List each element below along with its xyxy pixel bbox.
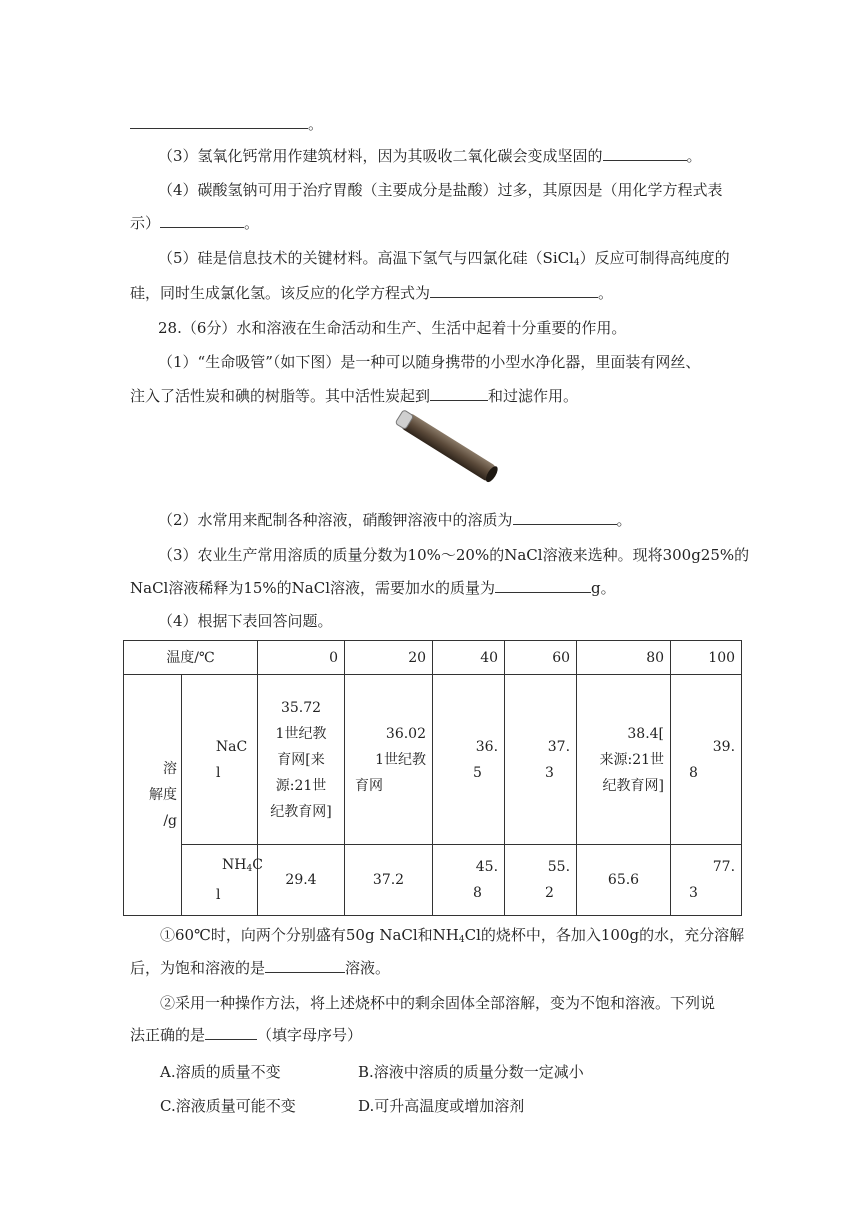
table-cell: 37. 3: [505, 675, 577, 845]
sub-question-1-line2: 后，为饱和溶液的是 溶液。: [130, 959, 391, 977]
question-5-line2: 硅，同时生成氯化氢。该反应的化学方程式为 。: [130, 284, 614, 302]
answer-blank[interactable]: [130, 114, 308, 129]
option-b[interactable]: B.溶液中溶质的质量分数一定减小: [358, 1063, 584, 1081]
part-4: （4）根据下表回答问题。: [158, 612, 333, 630]
table-cell: 37.2: [345, 845, 433, 916]
temp-cell: 20: [345, 641, 433, 675]
nh4cl-label: $NH_4C$ l: [182, 845, 258, 916]
temp-cell: 60: [505, 641, 577, 675]
part-3-line2: NaCl溶液稀释为15%的NaCl溶液，需要加水的质量为 g。: [130, 579, 616, 597]
answer-blank[interactable]: [495, 578, 591, 593]
table-cell: 29.4: [258, 845, 345, 916]
table-cell: 77. 3: [671, 845, 742, 916]
sub-question-2-line1: ②采用一种操作方法，将上述烧杯中的剩余固体全部溶解，变为不饱和溶液。下列说: [160, 994, 716, 1012]
answer-blank[interactable]: [603, 146, 687, 161]
table-row-nacl: [124, 675, 742, 845]
sub-question-1-line1: ①60℃时，向两个分别盛有50g NaCl和$NH_4Cl$的烧杯中，各加入100g的水，充分溶解: [160, 926, 745, 945]
temp-cell: 100: [671, 641, 742, 675]
answer-line-continuation: 。: [130, 114, 323, 134]
part-1-line2: 注入了活性炭和碘的树脂等。其中活性炭起到 和过滤作用。: [130, 387, 579, 405]
solubility-label: 溶 解度 /g: [124, 675, 182, 916]
question-4-line2: 示） 。: [130, 214, 260, 232]
temp-cell: 40: [433, 641, 505, 675]
nacl-label: NaC l: [182, 675, 258, 845]
part-1-line1: （1）“生命吸管”（如下图）是一种可以随身携带的小型水净化器，里面装有网丝、: [158, 353, 701, 371]
temp-cell: 0: [258, 641, 345, 675]
question-3: （3）氢氧化钙常用作建筑材料，因为其吸收二氧化碳会变成坚固的 。: [158, 147, 702, 165]
table-cell: 55. 2: [505, 845, 577, 916]
table-cell: 39. 8: [671, 675, 742, 845]
temperature-header: 温度/℃: [124, 641, 258, 675]
option-a[interactable]: A.溶质的质量不变: [160, 1063, 281, 1081]
question-5-line1: （5）硅是信息技术的关键材料。高温下氢气与四氯化硅（SiCl$_4$）反应可制得高纯度的: [158, 249, 730, 268]
answer-blank[interactable]: [430, 283, 598, 298]
part-2: （2）水常用来配制各种溶液，硝酸钾溶液中的溶质为 。: [158, 511, 632, 529]
answer-blank[interactable]: [160, 213, 244, 228]
answer-blank[interactable]: [205, 1025, 257, 1040]
answer-blank[interactable]: [265, 958, 345, 973]
answer-blank[interactable]: [513, 510, 617, 525]
solubility-table: [123, 640, 742, 916]
table-header-row: [124, 641, 742, 675]
question-28-title: 28.（6分）水和溶液在生命活动和生产、生活中起着十分重要的作用。: [158, 319, 627, 337]
sub-question-2-line2: 法正确的是 （填字母序号）: [130, 1026, 363, 1044]
table-cell: 36.02 1世纪教 育网: [345, 675, 433, 845]
temp-cell: 80: [577, 641, 671, 675]
life-straw-photo: [388, 398, 508, 498]
question-4-line1: （4）碳酸氢钠可用于治疗胃酸（主要成分是盐酸）过多，其原因是（用化学方程式表: [158, 181, 723, 199]
table-cell: 36. 5: [433, 675, 505, 845]
table-cell: 65.6: [577, 845, 671, 916]
table-cell: 35.72 1世纪教 育网[来 源:21世 纪教育网]: [258, 675, 345, 845]
option-d[interactable]: D.可升高温度或增加溶剂: [358, 1097, 525, 1115]
table-cell: 38.4[ 来源:21世 纪教育网]: [577, 675, 671, 845]
option-c[interactable]: C.溶液质量可能不变: [160, 1097, 296, 1115]
part-3-line1: （3）农业生产常用溶质的质量分数为10%～20%的NaCl溶液来选种。现将300g25%的: [158, 546, 750, 564]
table-cell: 45. 8: [433, 845, 505, 916]
table-row-nh4cl: [124, 845, 742, 916]
